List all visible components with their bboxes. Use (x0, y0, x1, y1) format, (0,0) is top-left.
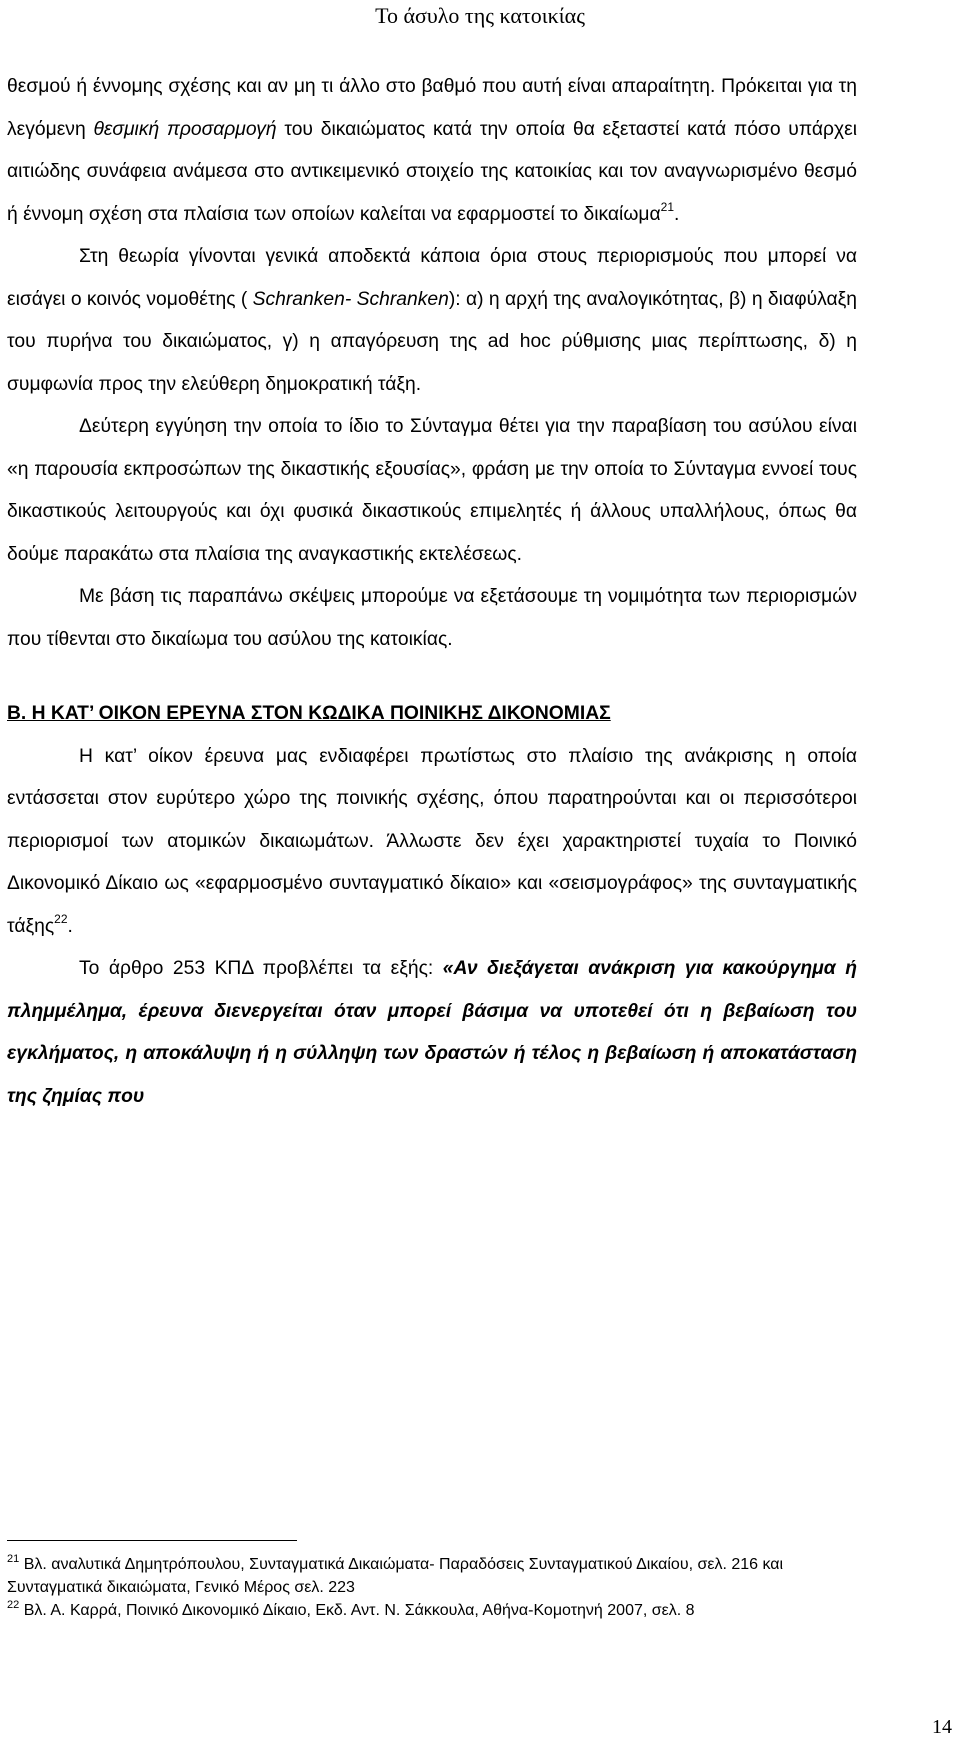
paragraph-5 (7, 736, 857, 949)
paragraph-1 (7, 66, 857, 236)
section-heading-text: Β. Η ΚΑΤ’ ΟΙΚΟΝ ΕΡΕΥΝΑ ΣΤΟΝ ΚΩΔΙΚΑ ΠΟΙΝΙΚΗΣ ΔΙΚΟΝΟΜΙΑΣ (7, 703, 611, 724)
footnote-ref-21[interactable]: 21 (660, 199, 675, 214)
footnote-ref-22[interactable]: 22 (54, 911, 68, 926)
section-heading (7, 693, 857, 736)
paragraph-3: Δεύτερη εγγύηση την οποία το ίδιο το Σύνταγμα θέτει για την παραβίαση του ασύλου είναι «η παρουσία εκπροσώπων της δικαστικής εξουσίας», φράση με την οποία το Σύνταγμα εννοεί τους δικαστικούς λειτουργούς και όχι φυσικά δικαστικούς επιμελητές ή άλλους υπαλλήλους, όπως θα δούμε παρακάτω στα πλαίσια της αναγκαστικής εκτελέσεως. (7, 416, 857, 565)
footnote-separator (7, 1540, 297, 1541)
legal-quote: «Αν διεξάγεται ανάκριση για κακούργημα ή πλημμέλημα, έρευνα διενεργείται όταν μπορεί βάσιμα να υποτεθεί ότι η βεβαίωση του εγκλήματος, η αποκάλυψη ή η σύλληψη των δραστών ή τέλος η βεβαίωση ή αποκατάσταση της ζημίας που (7, 958, 857, 1107)
text-span: θεσμού ή έννομης σχέσης και αν μη τι άλλο στο βαθμό που αυτή είναι απαραίτητη. Πρόκειται για τη λεγόμενη (7, 76, 857, 140)
footnote-number: 21 (7, 1553, 20, 1565)
footnote-text: Βλ. αναλυτικά Δημητρόπουλου, Συνταγματικά Δικαιώματα- Παραδόσεις Συνταγματικού Δικαίου, σελ. 216 και Συνταγματικά δικαιώματα, Γενικό Μέρος σελ. 223 (7, 1556, 784, 1596)
text-span: . (674, 203, 680, 225)
body-text (7, 66, 857, 1118)
footnote-text: Βλ. Α. Καρρά, Ποινικό Δικονομικό Δίκαιο, Εκδ. Αντ. Ν. Σάκκουλα, Αθήνα-Κομοτηνή 2007, σελ. 8 (19, 1602, 695, 1619)
paragraph-4: Με βάση τις παραπάνω σκέψεις μπορούμε να εξετάσουμε τη νομιμότητα των περιορισμών που τίθενται στο δικαίωμα του ασύλου της κατοικίας. (7, 586, 857, 650)
text-span: . (67, 915, 73, 937)
paragraph-6 (7, 948, 857, 1118)
footnote-22 (7, 1599, 857, 1622)
text-span: Η κατ’ οίκον έρευνα μας ενδιαφέρει πρωτίστως στο πλαίσιο της ανάκρισης η οποία εντάσσεται στον ευρύτερο χώρο της ποινικής σχέσης, όπου παρατηρούνται και οι περισσότεροι περιορισμοί των ατομικών δικαιωμάτων. Άλλωστε δεν έχει χαρακτηριστεί τυχαία το Ποινικό Δικονομικό Δίκαιο ως «εφαρμοσμένο συνταγματικό δίκαιο» και «σεισμογράφος» της συνταγματικής τάξης (7, 745, 857, 937)
text-span: του δικαιώματος κατά την οποία θα εξεταστεί κατά πόσο υπάρχει αιτιώδης συνάφεια ανάμεσα στο αντικειμενικό στοιχείο της κατοικίας και τον αναγνωρισμένο θεσμό ή έννομη σχέση στα πλαίσια των οποίων καλείται να εφαρμοστεί το δικαίωμα (7, 118, 857, 225)
paragraph-2 (7, 236, 857, 406)
italic-term: θεσμική προσαρμογή (93, 118, 277, 140)
page-number: 14 (932, 1716, 952, 1738)
text-span: ): α) η αρχή της αναλογικότητας, β) η διαφύλαξη του πυρήνα του δικαιώματος, γ) η απαγόρευση της ad hoc ρύθμισης μιας περίπτωσης, δ) η συμφωνία προς την ελεύθερη δημοκρατική τάξη. (7, 288, 857, 395)
text-span: Το άρθρο 253 ΚΠΔ προβλέπει τα εξής: (79, 958, 443, 979)
running-header: Το άσυλο της κατοικίας (375, 3, 585, 28)
italic-term: Schranken- Schranken (252, 288, 449, 310)
footnote-21 (7, 1553, 857, 1599)
footnotes (7, 1540, 857, 1622)
footnote-number: 22 (7, 1599, 20, 1611)
text-span: Στη θεωρία γίνονται γενικά αποδεκτά κάποια όρια στους περιορισμούς που μπορεί να εισάγει ο κοινός νομοθέτης ( (7, 246, 857, 310)
